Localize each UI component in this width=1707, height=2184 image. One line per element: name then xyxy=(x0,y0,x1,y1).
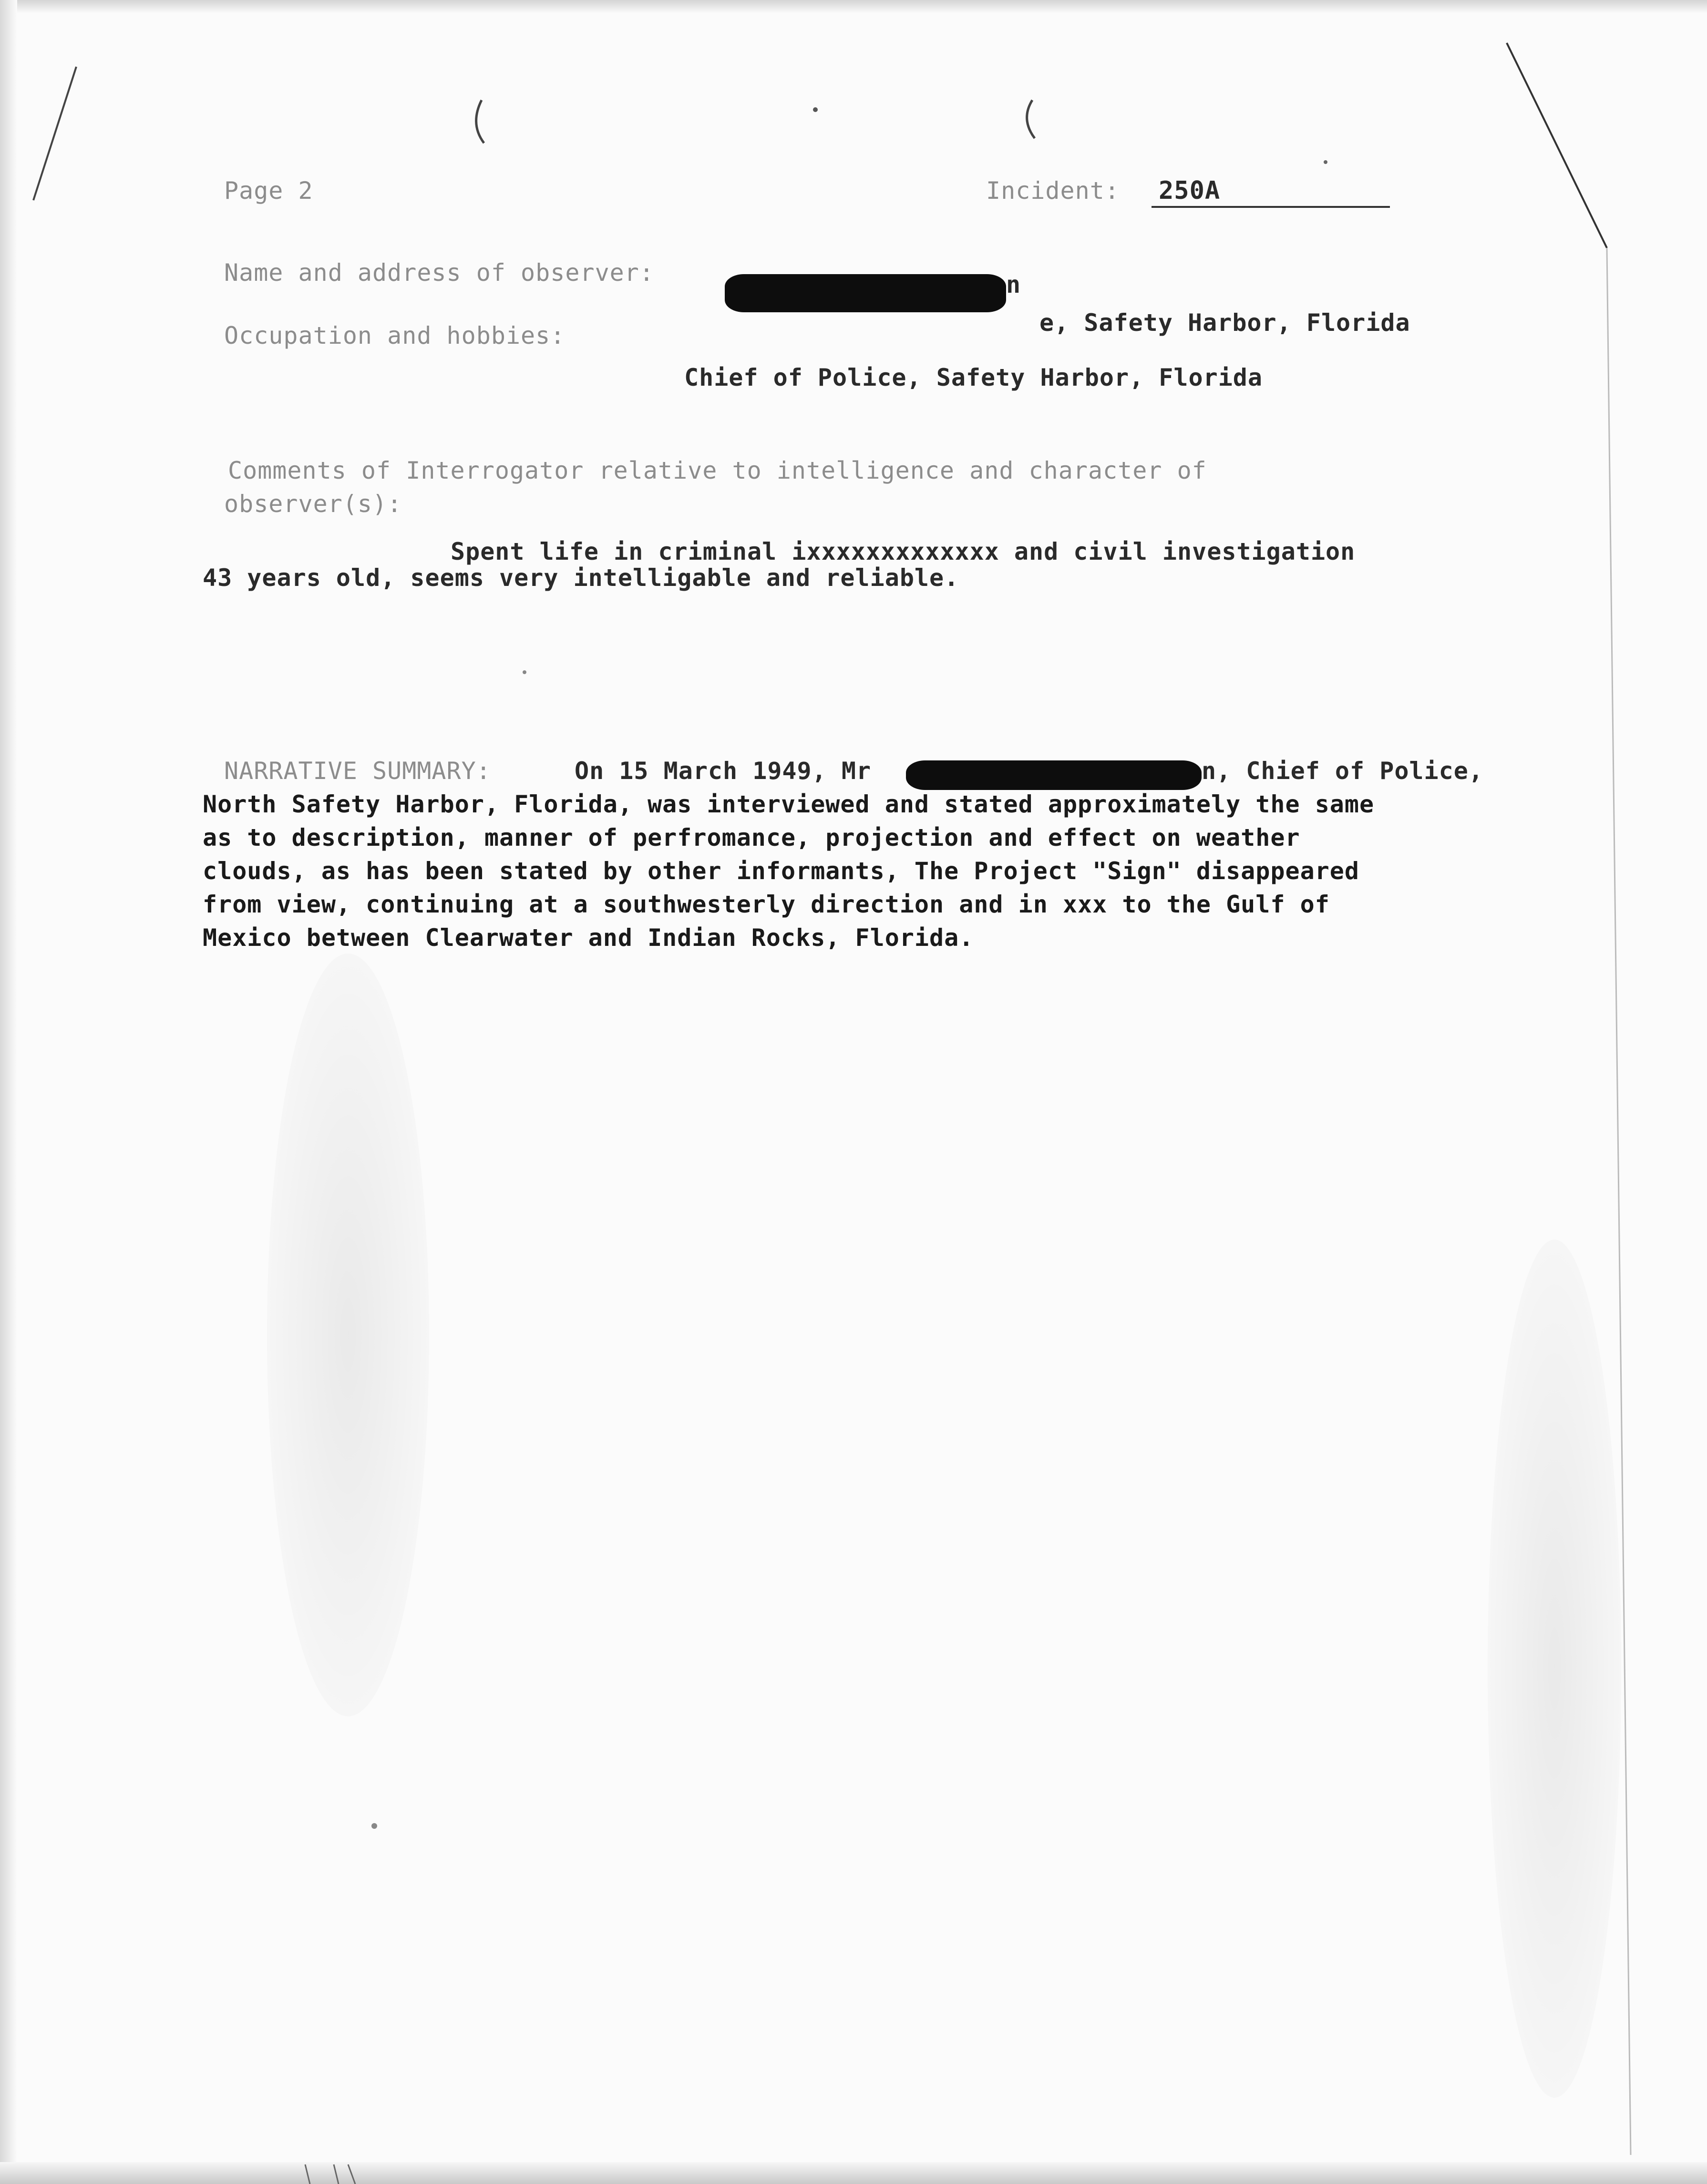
scan-smudge xyxy=(267,954,429,1716)
narrative-line4: clouds, as has been stated by other informants, The Project "Sign" disappeared xyxy=(203,857,1359,885)
narrative-line6: Mexico between Clearwater and Indian Rocks, Florida. xyxy=(203,924,974,952)
narrative-line2: North Safety Harbor, Florida, was interviewed and stated approximately the same xyxy=(203,790,1375,818)
occupation-value: Chief of Police, Safety Harbor, Florida xyxy=(684,364,1263,391)
observer-name-fragment: n xyxy=(1006,271,1021,298)
narrative-line1-part1: On 15 March 1949, Mr xyxy=(575,757,872,785)
narrative-line5: from view, continuing at a southwesterly direction and in xxx to the Gulf of xyxy=(203,891,1330,918)
incident-label: Incident: xyxy=(986,177,1120,205)
scan-smudge xyxy=(1488,1240,1621,2098)
narrative-label: NARRATIVE SUMMARY: xyxy=(224,757,491,785)
comments-label-line1: Comments of Interrogator relative to intelligence and character of xyxy=(228,457,1207,484)
observer-name-address-label: Name and address of observer: xyxy=(224,259,654,287)
comments-body-line2: 43 years old, seems very intelligable and reliable. xyxy=(203,564,959,592)
comments-label-line2: observer(s): xyxy=(224,490,402,518)
page-label: Page 2 xyxy=(224,177,313,205)
incident-underline xyxy=(1152,206,1390,208)
observer-address: e, Safety Harbor, Florida xyxy=(1039,309,1410,337)
narrative-line3: as to description, manner of perfromance, projection and effect on weather xyxy=(203,824,1300,851)
narrative-line1-part2: n, Chief of Police, xyxy=(1202,757,1483,785)
redaction-observer-name xyxy=(725,274,1006,312)
incident-number: 250A xyxy=(1159,176,1221,205)
redaction-narrative-name xyxy=(906,760,1202,790)
comments-body-line1: Spent life in criminal ixxxxxxxxxxxxx and civil investigation xyxy=(451,538,1356,565)
occupation-label: Occupation and hobbies: xyxy=(224,322,566,349)
